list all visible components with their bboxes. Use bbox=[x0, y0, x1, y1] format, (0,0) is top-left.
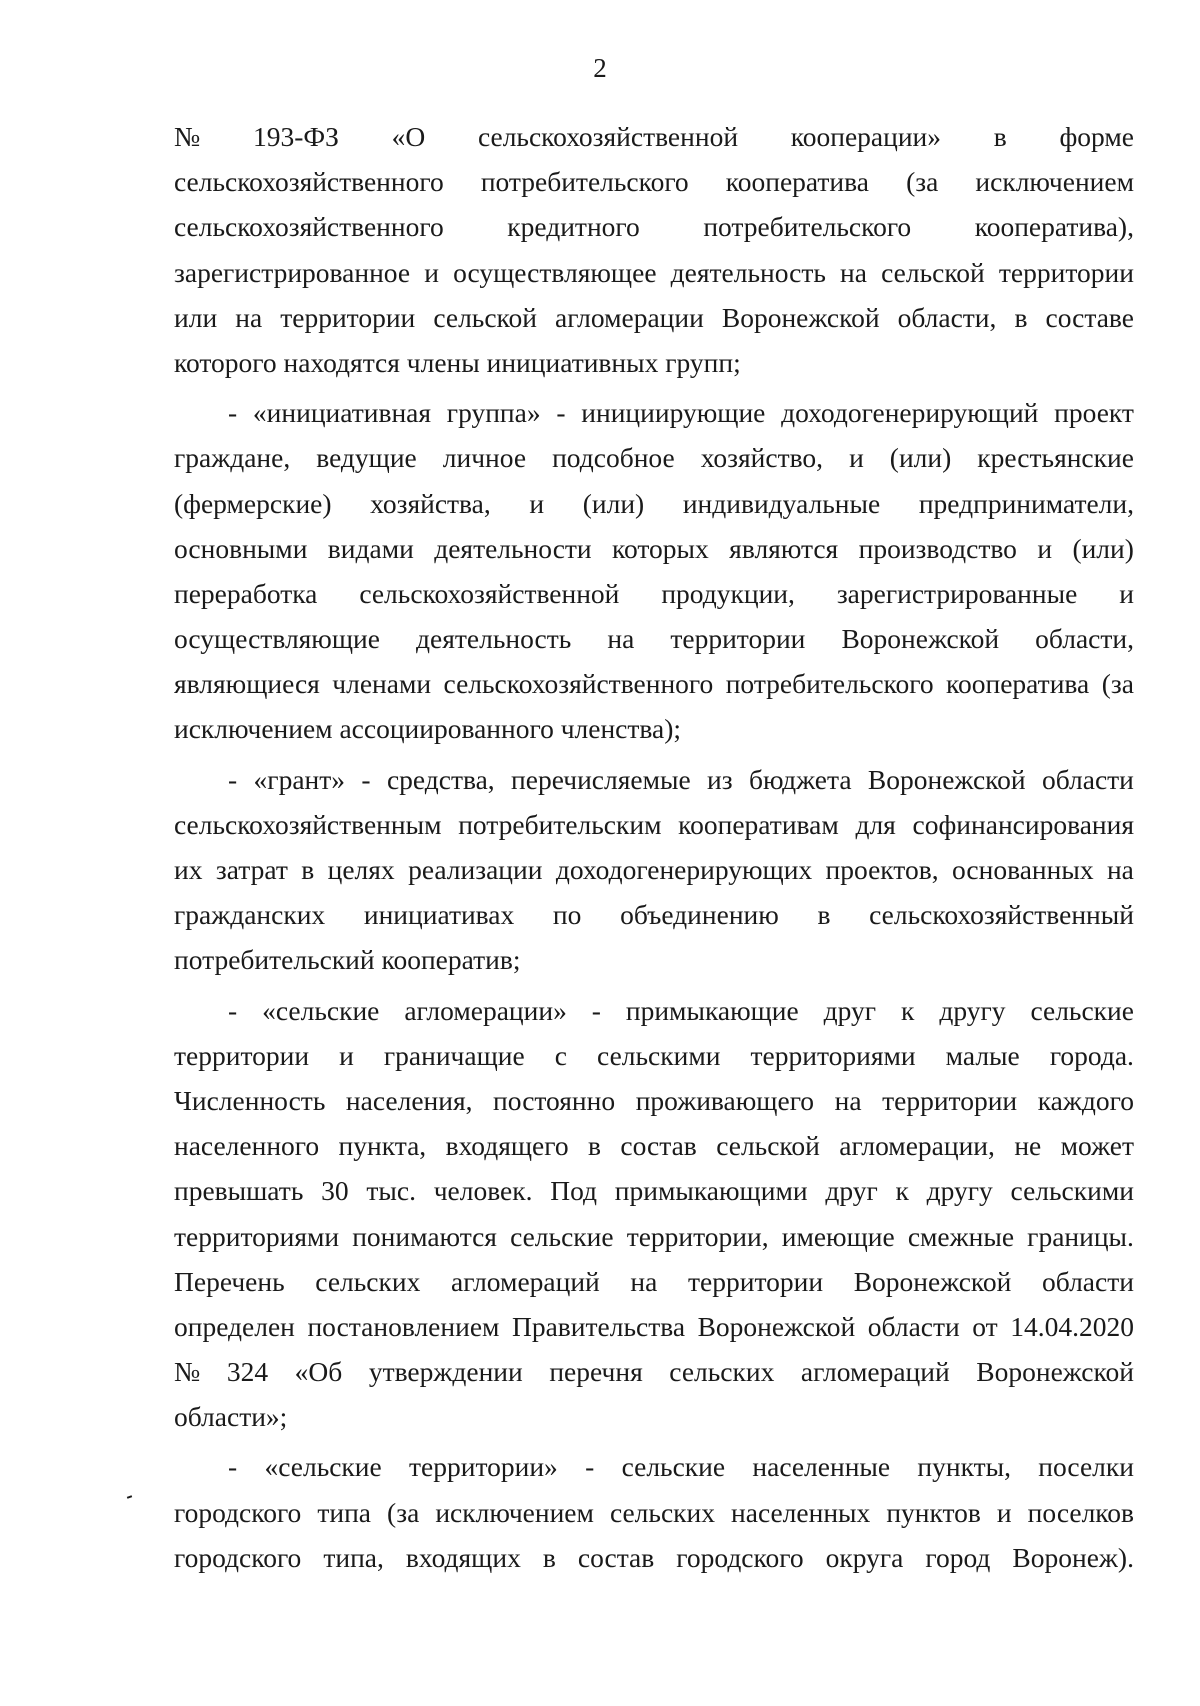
word: может bbox=[1060, 1130, 1134, 1162]
word: форме bbox=[1059, 121, 1134, 152]
text-line bbox=[174, 1078, 1134, 1123]
word: примыкающими bbox=[614, 1175, 808, 1207]
word: Численность bbox=[174, 1084, 326, 1116]
word: к bbox=[895, 1175, 909, 1207]
word: «инициативная bbox=[252, 397, 432, 429]
word: друг bbox=[823, 994, 877, 1026]
word: - bbox=[228, 397, 238, 429]
word: предприниматели, bbox=[918, 487, 1134, 519]
word: - bbox=[228, 763, 238, 795]
text-line bbox=[174, 1490, 1134, 1535]
word: (за bbox=[906, 166, 939, 198]
word: постоянно bbox=[493, 1084, 616, 1116]
word: и bbox=[529, 487, 545, 519]
word: объединению bbox=[620, 899, 779, 931]
word: 14.04.2020 bbox=[1010, 1310, 1134, 1342]
word: сельских bbox=[609, 1496, 715, 1528]
text-line: области»; bbox=[174, 1401, 288, 1433]
word: города. bbox=[1049, 1039, 1134, 1071]
word: являются bbox=[729, 532, 839, 564]
word: перечисляемые bbox=[511, 763, 691, 795]
word: городского bbox=[676, 1541, 804, 1573]
word: с bbox=[554, 1039, 567, 1071]
word: сельские bbox=[1030, 994, 1134, 1026]
word: и bbox=[1037, 532, 1053, 564]
word: друг bbox=[825, 1175, 878, 1207]
word: населенных bbox=[731, 1496, 871, 1528]
text-line bbox=[174, 1033, 1134, 1078]
word: № bbox=[174, 1356, 201, 1388]
word: - bbox=[228, 994, 238, 1026]
word: целях bbox=[327, 854, 395, 885]
word: утверждении bbox=[368, 1356, 523, 1388]
word: «Об bbox=[294, 1356, 343, 1388]
word: производство bbox=[858, 532, 1017, 564]
word: на bbox=[607, 623, 635, 655]
word: агломерации» bbox=[404, 994, 567, 1026]
word: городского bbox=[174, 1496, 302, 1528]
word: основанных bbox=[951, 854, 1094, 885]
word: осуществляющее bbox=[453, 256, 657, 288]
word: хозяйства, bbox=[370, 487, 491, 519]
word: «сельские bbox=[262, 994, 380, 1026]
word: в bbox=[542, 1541, 556, 1573]
word: понимаются bbox=[352, 1220, 497, 1252]
word: на bbox=[630, 1265, 658, 1297]
word: сельских bbox=[669, 1356, 775, 1388]
word: сельской bbox=[433, 301, 537, 333]
word: крестьянские bbox=[977, 442, 1134, 474]
text-line: потребительский кооператив; bbox=[174, 944, 521, 976]
word: для bbox=[855, 808, 896, 840]
word: - bbox=[228, 1451, 238, 1483]
word: продукции, bbox=[661, 577, 795, 609]
text-line bbox=[174, 757, 1134, 802]
word: области, bbox=[897, 301, 997, 333]
word: сельскими bbox=[597, 1039, 721, 1071]
word: в bbox=[1014, 301, 1028, 333]
word: поселки bbox=[1038, 1451, 1134, 1483]
page-number: 2 bbox=[593, 53, 607, 83]
word: тыс. bbox=[366, 1175, 416, 1207]
word: входящего bbox=[445, 1130, 569, 1162]
word: кооперации» bbox=[790, 121, 942, 152]
text-line bbox=[174, 204, 1134, 249]
word: Воронежской bbox=[721, 301, 880, 333]
word: деятельности bbox=[434, 532, 592, 564]
word: постановлением bbox=[307, 1310, 500, 1342]
text-line bbox=[174, 114, 1134, 159]
word: (за bbox=[387, 1496, 420, 1528]
word: границы. bbox=[1027, 1220, 1134, 1252]
word: 193-ФЗ bbox=[252, 121, 339, 152]
text-line bbox=[174, 1259, 1134, 1304]
word: потребительского bbox=[725, 668, 934, 700]
word: примыкающие bbox=[625, 994, 799, 1026]
text-line bbox=[174, 988, 1134, 1033]
text-line bbox=[174, 661, 1134, 706]
word: деятельность bbox=[416, 623, 572, 655]
word: (или) bbox=[1072, 532, 1134, 564]
word: Воронежской bbox=[841, 623, 1000, 655]
word: в bbox=[993, 121, 1007, 152]
word: в bbox=[588, 1130, 601, 1162]
word: пункты, bbox=[917, 1451, 1011, 1483]
word: имеющие bbox=[781, 1220, 895, 1252]
word: сельскохозяйственной bbox=[359, 577, 620, 609]
word: кооператива bbox=[725, 166, 869, 198]
word: являющиеся bbox=[174, 668, 320, 700]
word: потребительского bbox=[703, 211, 912, 243]
word: населенные bbox=[752, 1451, 891, 1483]
word: Воронежской bbox=[976, 1356, 1134, 1388]
word: город bbox=[925, 1541, 991, 1573]
word: типа, bbox=[323, 1541, 384, 1573]
word: состав bbox=[577, 1541, 655, 1573]
word: гражданских bbox=[174, 899, 326, 931]
word: «сельские bbox=[264, 1451, 382, 1483]
word: исключением bbox=[435, 1496, 594, 1528]
word: проектов, bbox=[825, 854, 939, 885]
word: на bbox=[1106, 854, 1134, 885]
word: составе bbox=[1045, 301, 1134, 333]
word: агломерации bbox=[555, 301, 704, 333]
text-line bbox=[174, 159, 1134, 204]
word: типа bbox=[317, 1496, 372, 1528]
word: Воронежской bbox=[697, 1310, 856, 1342]
word: или bbox=[174, 301, 218, 333]
text-line bbox=[174, 892, 1134, 937]
word: (или) bbox=[889, 442, 952, 474]
word: смежные bbox=[907, 1220, 1015, 1252]
word: реализации bbox=[408, 854, 543, 885]
text-line: исключением ассоциированного членства); bbox=[174, 713, 682, 745]
word: бюджета bbox=[749, 763, 852, 795]
word: сельскими bbox=[1010, 1175, 1134, 1207]
word: - bbox=[361, 763, 371, 795]
text-line bbox=[174, 435, 1134, 480]
word: сельские bbox=[510, 1220, 614, 1252]
word: территории bbox=[688, 1265, 824, 1297]
word: проект bbox=[1054, 397, 1134, 429]
word: Под bbox=[550, 1175, 598, 1207]
text-line bbox=[174, 526, 1134, 571]
text-line bbox=[174, 616, 1134, 661]
word: территориями bbox=[750, 1039, 916, 1071]
word: человек. bbox=[433, 1175, 533, 1207]
word: к bbox=[901, 994, 915, 1026]
word: пункта, bbox=[338, 1130, 427, 1162]
word: и bbox=[996, 1496, 1012, 1528]
word: индивидуальные bbox=[682, 487, 881, 519]
word: сельские bbox=[621, 1451, 726, 1483]
text-line bbox=[174, 1535, 1134, 1580]
word: перечня bbox=[549, 1356, 643, 1388]
word: области bbox=[1041, 763, 1134, 795]
word: кооператива), bbox=[974, 211, 1134, 243]
word: территории bbox=[174, 1039, 310, 1071]
word: доходогенерирующих bbox=[555, 854, 813, 885]
word: агломераций bbox=[451, 1265, 600, 1297]
word: сельской bbox=[716, 1130, 820, 1162]
text-line bbox=[174, 802, 1134, 847]
word: 30 bbox=[321, 1175, 349, 1207]
text-line bbox=[174, 1349, 1134, 1394]
word: инициирующие bbox=[581, 397, 766, 429]
word: в bbox=[301, 854, 315, 885]
text-line bbox=[174, 481, 1134, 526]
word: хозяйство, bbox=[700, 442, 824, 474]
word: агломераций bbox=[800, 1356, 950, 1388]
word: сельскохозяйственного bbox=[443, 668, 714, 700]
word: проживающего bbox=[635, 1084, 815, 1116]
word: исключением bbox=[975, 166, 1134, 198]
word: на bbox=[840, 256, 867, 288]
document-body bbox=[174, 114, 1134, 1580]
word: граждане, bbox=[174, 442, 291, 474]
word: сельскохозяйственный bbox=[869, 899, 1134, 931]
word: переработка bbox=[174, 577, 318, 609]
word: подсобное bbox=[552, 442, 675, 474]
word: территории bbox=[882, 1084, 1018, 1116]
word: видами bbox=[327, 532, 414, 564]
word: от bbox=[972, 1310, 998, 1342]
text-line bbox=[174, 1304, 1134, 1349]
word: по bbox=[552, 899, 582, 931]
word: членами bbox=[332, 668, 432, 700]
word: территории, bbox=[626, 1220, 769, 1252]
word: зарегистрированное bbox=[174, 256, 411, 288]
word: Перечень bbox=[174, 1265, 285, 1297]
word: сельскохозяйственного bbox=[174, 211, 444, 243]
word: населения, bbox=[345, 1084, 473, 1116]
text-line bbox=[174, 1123, 1134, 1168]
word: софинансирования bbox=[912, 808, 1134, 840]
text-line bbox=[174, 390, 1134, 435]
word: потребительским bbox=[458, 808, 662, 840]
word: области bbox=[867, 1310, 960, 1342]
word: осуществляющие bbox=[174, 623, 380, 655]
word: инициативах bbox=[363, 899, 515, 931]
text-line bbox=[174, 1168, 1134, 1213]
word: округа bbox=[825, 1541, 904, 1573]
word: - bbox=[585, 1451, 595, 1483]
word: территории bbox=[998, 256, 1134, 288]
word: кооперативам bbox=[678, 808, 839, 840]
word: в bbox=[817, 899, 831, 931]
word: на bbox=[834, 1084, 862, 1116]
text-line bbox=[174, 571, 1134, 616]
word: сельскохозяйственной bbox=[477, 121, 739, 152]
word: (за bbox=[1101, 668, 1134, 700]
word: - bbox=[556, 397, 566, 429]
word: группа» bbox=[446, 397, 541, 429]
word: области, bbox=[1035, 623, 1134, 655]
word: каждого bbox=[1037, 1084, 1134, 1116]
word: кооператива bbox=[946, 668, 1090, 700]
word: на bbox=[235, 301, 263, 333]
word: определен bbox=[174, 1310, 295, 1342]
word: «О bbox=[391, 121, 426, 152]
scan-mark bbox=[127, 1495, 132, 1499]
word: - bbox=[591, 994, 601, 1026]
word: превышать bbox=[174, 1175, 304, 1207]
word: пунктов bbox=[886, 1496, 981, 1528]
word: Воронеж). bbox=[1012, 1541, 1134, 1573]
word: затрат bbox=[215, 854, 288, 885]
word: поселков bbox=[1027, 1496, 1134, 1528]
word: сельскохозяйственного bbox=[174, 166, 444, 198]
word: из bbox=[707, 763, 733, 795]
word: не bbox=[1014, 1130, 1042, 1162]
word: «грант» bbox=[253, 763, 346, 795]
word: 324 bbox=[226, 1356, 269, 1388]
text-line bbox=[174, 847, 1134, 892]
word: населенного bbox=[174, 1130, 320, 1162]
text-line bbox=[174, 1444, 1134, 1489]
word: малые bbox=[945, 1039, 1020, 1071]
word: территориями bbox=[174, 1220, 340, 1252]
word: кредитного bbox=[507, 211, 640, 243]
word: Правительства bbox=[511, 1310, 686, 1342]
word: зарегистрированные bbox=[836, 577, 1078, 609]
word: доходогенерирующий bbox=[781, 397, 1039, 429]
word: деятельность bbox=[670, 256, 826, 288]
word: их bbox=[174, 854, 203, 885]
word: Воронежской bbox=[867, 763, 1026, 795]
word: территории bbox=[670, 623, 806, 655]
word: другу bbox=[939, 994, 1006, 1026]
word: городского bbox=[174, 1541, 302, 1573]
word: личное bbox=[442, 442, 527, 474]
word: Воронежской bbox=[853, 1265, 1012, 1297]
word: и bbox=[339, 1039, 354, 1071]
word: другу bbox=[926, 1175, 993, 1207]
word: агломерации, bbox=[839, 1130, 995, 1162]
text-line: которого находятся члены инициативных групп; bbox=[174, 346, 741, 378]
text-line bbox=[174, 1214, 1134, 1259]
word: (или) bbox=[582, 487, 645, 519]
word: ведущие bbox=[316, 442, 417, 474]
word: основными bbox=[174, 532, 308, 564]
word: и bbox=[849, 442, 864, 474]
word: и bbox=[1119, 577, 1134, 609]
text-line bbox=[174, 250, 1134, 295]
word: входящих bbox=[405, 1541, 521, 1573]
word: области bbox=[1042, 1265, 1134, 1297]
word: сельской bbox=[881, 256, 985, 288]
word: граничащие bbox=[383, 1039, 525, 1071]
word: состав bbox=[620, 1130, 697, 1162]
word: (фермерские) bbox=[174, 487, 332, 519]
word: которых bbox=[612, 532, 709, 564]
word: территории bbox=[280, 301, 416, 333]
word: потребительского bbox=[480, 166, 689, 198]
word: средства, bbox=[386, 763, 495, 795]
word: территории» bbox=[409, 1451, 558, 1483]
text-line bbox=[174, 295, 1134, 340]
word: сельскохозяйственным bbox=[174, 808, 442, 840]
word: и bbox=[424, 256, 439, 288]
word: сельских bbox=[315, 1265, 421, 1297]
word: № bbox=[174, 121, 201, 152]
